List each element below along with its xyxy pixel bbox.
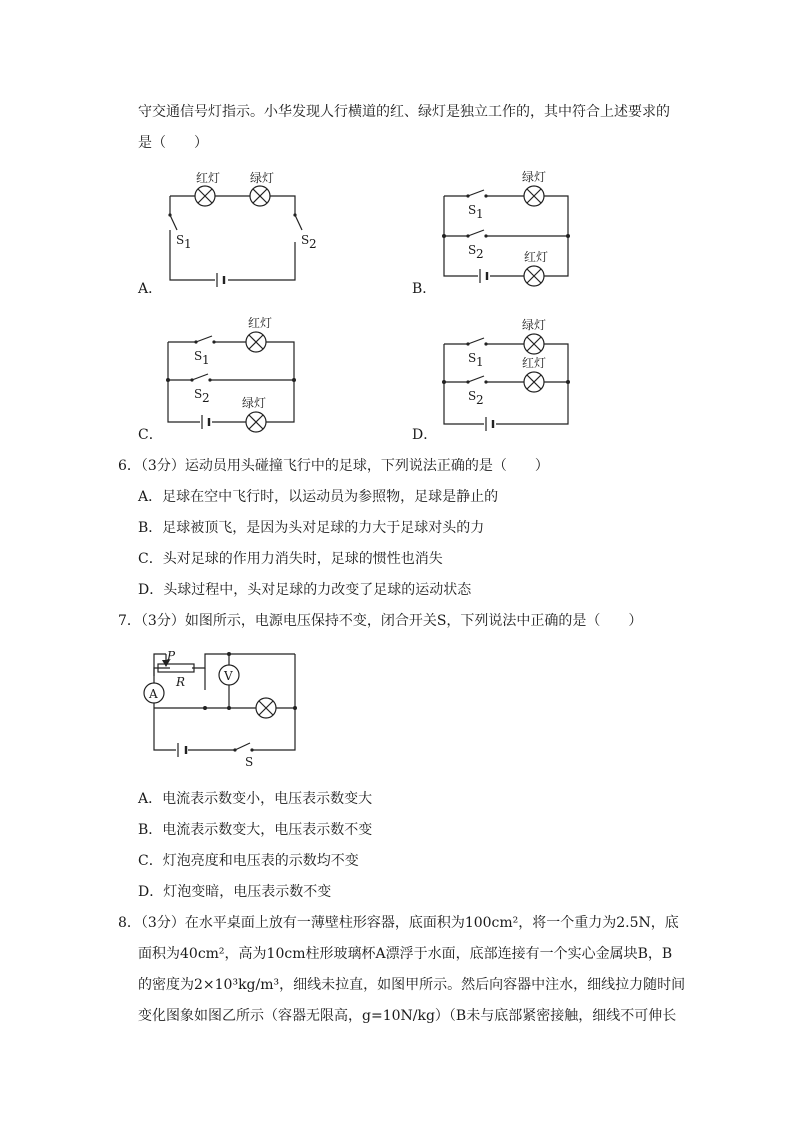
green-lamp-icon (250, 186, 270, 206)
q6-choice-a: A．足球在空中飞行时，以运动员为参照物，足球是静止的 (138, 489, 499, 505)
option-c-label: C． (138, 427, 163, 443)
q6-choice-d: D．头球过程中，头对足球的力改变了足球的运动状态 (138, 582, 472, 598)
q7-choice-d: D．灯泡变暗，电压表示数不变 (138, 884, 332, 900)
circuit-q7 (140, 640, 310, 770)
svg-text:2: 2 (476, 247, 484, 261)
label-green-lamp: 绿灯 (242, 396, 267, 410)
label-red-lamp: 红灯 (196, 171, 221, 185)
svg-text:2: 2 (476, 393, 484, 407)
circuit-a (160, 170, 320, 290)
lamp-icon (256, 698, 276, 718)
svg-text:2: 2 (309, 237, 317, 251)
svg-text:1: 1 (476, 207, 484, 221)
voltmeter-icon (219, 665, 239, 685)
ammeter-icon (144, 683, 164, 703)
green-lamp-icon (524, 186, 544, 206)
label-s2: S (194, 387, 203, 401)
label-s2: S (468, 389, 477, 403)
red-lamp-icon (524, 266, 544, 286)
q7-choice-a: A．电流表示数变小，电压表示数变大 (138, 791, 373, 807)
q6-choice-b: B．足球被顶飞，是因为头对足球的力大于足球对头的力 (138, 520, 485, 536)
q7-choice-c: C．灯泡亮度和电压表的示数均不变 (138, 853, 359, 869)
label-green-lamp: 绿灯 (250, 171, 275, 185)
red-lamp-icon (524, 372, 544, 392)
label-green-lamp: 绿灯 (522, 170, 547, 184)
label-red-lamp: 红灯 (248, 316, 273, 330)
label-s1: S (468, 203, 477, 217)
svg-text:1: 1 (476, 355, 484, 369)
option-b-label: B． (412, 281, 437, 297)
label-green-lamp: 绿灯 (522, 318, 547, 332)
q8-line2: 面积为40cm²，高为10cm柱形玻璃杯A漂浮于水面，底部连接有一个实心金属块B，B (138, 946, 673, 962)
green-lamp-icon (524, 334, 544, 354)
q6-choice-c: C．头对足球的作用力消失时，足球的惯性也消失 (138, 551, 443, 567)
q6-stem: 6．（3分）运动员用头碰撞飞行中的足球，下列说法正确的是（ ） (118, 458, 549, 474)
svg-text:V: V (224, 669, 233, 683)
svg-text:2: 2 (202, 391, 210, 405)
red-lamp-icon (246, 332, 266, 352)
label-s2: S (301, 233, 310, 247)
label-s1: S (194, 349, 203, 363)
q7-stem: 7．（3分）如图所示，电源电压保持不变，闭合开关S，下列说法中正确的是（ ） (118, 613, 643, 629)
q8-line1: 8．（3分）在水平桌面上放有一薄壁柱形容器，底面积为100cm²，将一个重力为2.5N，底 (118, 915, 679, 931)
q5-stem-line1: 守交通信号灯指示。小华发现人行横道的红、绿灯是独立工作的，其中符合上述要求的 (138, 104, 670, 120)
circuit-d (440, 316, 580, 436)
svg-text:1: 1 (184, 237, 192, 251)
option-d-label: D． (412, 427, 438, 443)
label-red-lamp: 红灯 (524, 250, 549, 264)
label-s: S (245, 755, 254, 769)
label-red-lamp: 红灯 (522, 356, 547, 370)
svg-text:1: 1 (202, 353, 210, 367)
label-s1: S (176, 233, 185, 247)
label-s2: S (468, 243, 477, 257)
q8-line3: 的密度为2×10³kg/m³，细线未拉直，如图甲所示。然后向容器中注水，细线拉力随时间 (138, 977, 686, 993)
label-r: R (176, 675, 186, 689)
option-a-label: A． (138, 281, 163, 297)
svg-text:A: A (149, 687, 158, 701)
circuit-b (440, 168, 580, 293)
q8-line4: 变化图象如图乙所示（容器无限高，g=10N/kg）（B未与底部紧密接触，细线不可伸长 (138, 1008, 677, 1024)
q5-stem-line2: 是（ ） (138, 135, 208, 151)
green-lamp-icon (246, 412, 266, 432)
q7-choice-b: B．电流表示数变大，电压表示数不变 (138, 822, 373, 838)
circuit-c (164, 316, 304, 436)
label-p: P (167, 649, 176, 663)
red-lamp-icon (195, 186, 215, 206)
label-s1: S (468, 351, 477, 365)
